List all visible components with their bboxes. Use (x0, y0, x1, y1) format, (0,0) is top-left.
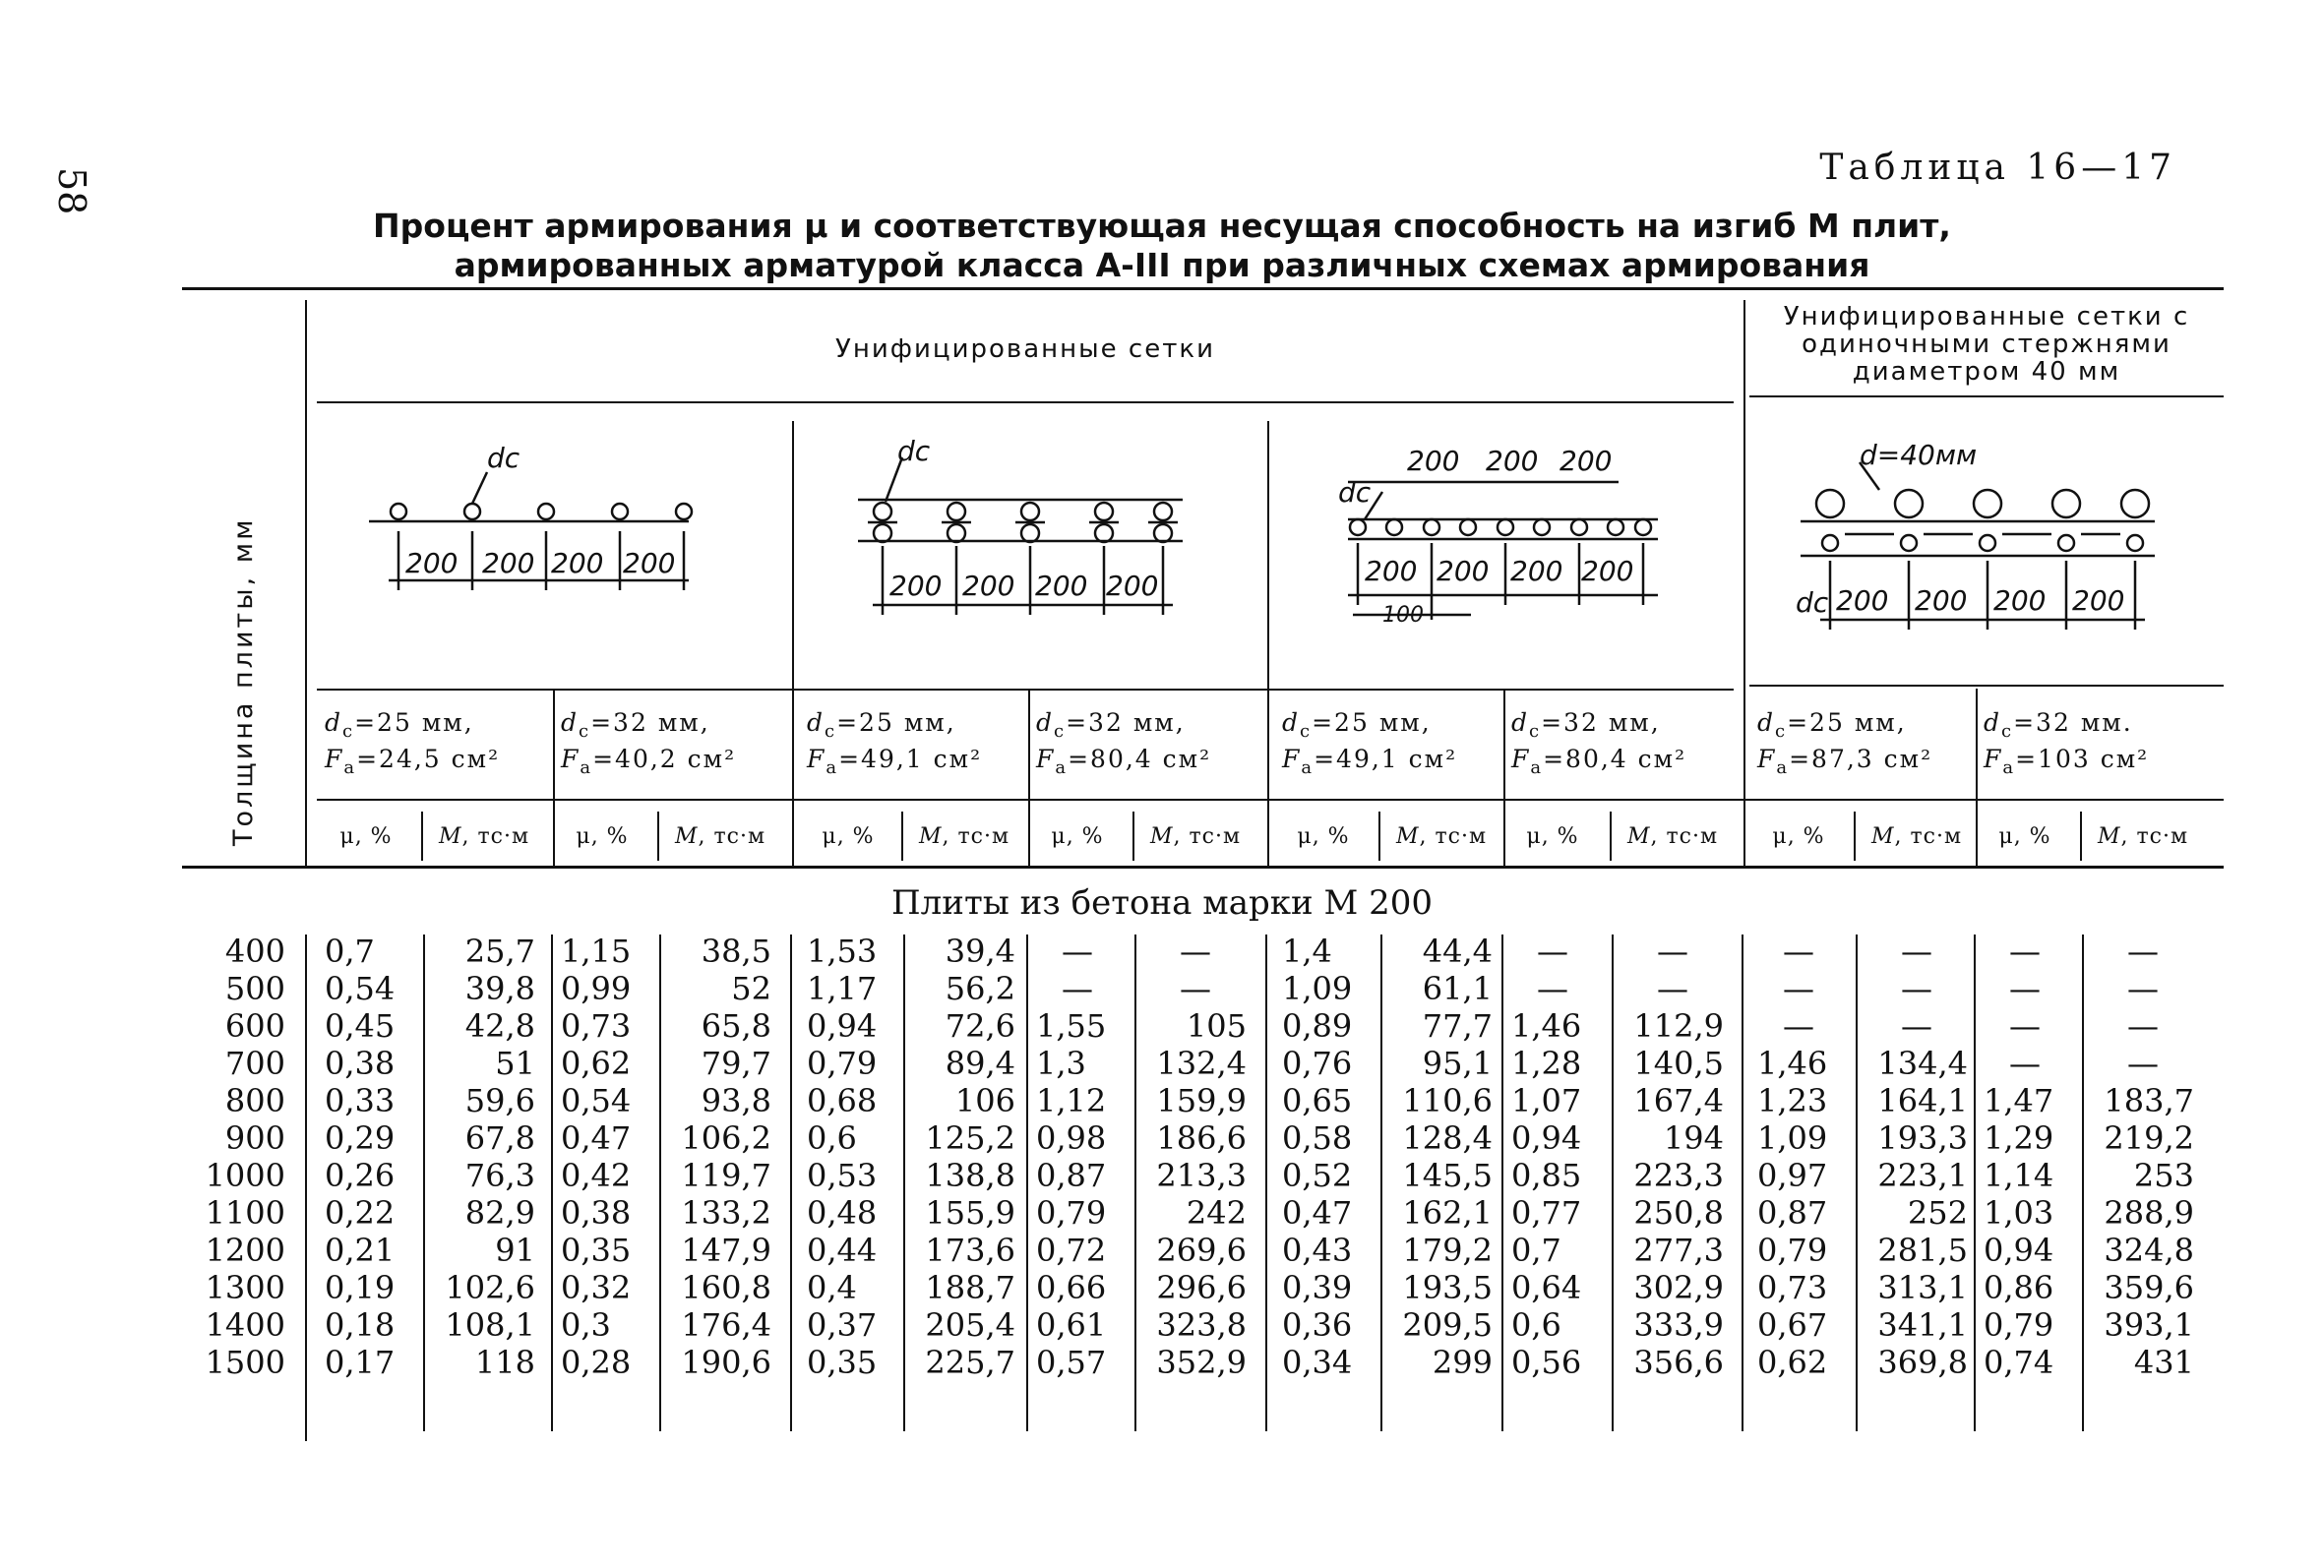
cell-mu: 0,85 (1511, 1157, 1582, 1194)
group-divider (1743, 300, 1745, 866)
cell-M: 39,8 (464, 970, 535, 1007)
cell-mu: 0,61 (1036, 1306, 1107, 1344)
cell-mu: 0,47 (1282, 1194, 1353, 1232)
unit-divider (657, 812, 659, 861)
diagram-rule-2 (1749, 685, 2224, 687)
param-cell: $d_с=25$ мм, $F_а=49,1$ см² (807, 708, 983, 778)
scheme2-spacing: 200 (1035, 570, 1088, 602)
cell-M: — (2127, 970, 2159, 1007)
cell-M: 76,3 (464, 1157, 535, 1194)
scheme3-spacing: 200 (1365, 555, 1418, 587)
row-thickness: 1100 (205, 1194, 285, 1232)
scheme4-d-label: d=40мм (1860, 439, 1978, 471)
cell-M: 219,2 (2104, 1119, 2194, 1157)
cell-mu: — (1783, 970, 1814, 1007)
cell-mu: 0,79 (807, 1045, 878, 1082)
body-column-divider (1501, 935, 1503, 1431)
cell-M: 112,9 (1633, 1007, 1724, 1045)
cell-M: 147,9 (681, 1232, 771, 1269)
cell-mu: 0,19 (325, 1269, 396, 1306)
cell-mu: 0,79 (1984, 1306, 2054, 1344)
cell-M: 106,2 (681, 1119, 771, 1157)
unit-mu: μ, % (339, 824, 393, 849)
unit-mu: μ, % (1526, 824, 1579, 849)
cell-M: 431 (2133, 1344, 2194, 1381)
section-title: Плиты из бетона марки М 200 (891, 883, 1433, 923)
cell-mu: 1,14 (1984, 1157, 2054, 1194)
cell-mu: 0,73 (561, 1007, 632, 1045)
param-rule (317, 799, 2224, 801)
cell-M: — (2127, 933, 2159, 970)
cell-M: 102,6 (445, 1269, 535, 1306)
cell-mu: 0,3 (561, 1306, 611, 1344)
cell-mu: 0,79 (1036, 1194, 1107, 1232)
cell-M: 176,4 (681, 1306, 771, 1344)
unit-M: M, тс·м (2097, 824, 2189, 849)
scheme-diagram-1 (325, 433, 787, 610)
row-thickness: 600 (224, 1007, 285, 1045)
cell-M: — (1180, 970, 1211, 1007)
cell-mu: 1,17 (807, 970, 878, 1007)
cell-mu: 0,68 (807, 1082, 878, 1119)
row-thickness: 500 (224, 970, 285, 1007)
cell-M: 95,1 (1422, 1045, 1493, 1082)
cell-M: 194 (1663, 1119, 1724, 1157)
cell-mu: 0,47 (561, 1119, 632, 1157)
unit-divider (2080, 812, 2082, 861)
cell-mu: 1,09 (1282, 970, 1353, 1007)
cell-M: 281,5 (1877, 1232, 1968, 1269)
cell-M: 302,9 (1633, 1269, 1724, 1306)
cell-M: — (1657, 970, 1688, 1007)
table-number: Таблица 16—17 (1819, 148, 2176, 188)
cell-mu: 0,89 (1282, 1007, 1353, 1045)
cell-M: 67,8 (464, 1119, 535, 1157)
cell-M: 155,9 (925, 1194, 1015, 1232)
cell-mu: 0,37 (807, 1306, 878, 1344)
unit-mu: μ, % (1051, 824, 1104, 849)
scheme4-dc-label: dс (1796, 586, 1829, 619)
cell-M: 209,5 (1402, 1306, 1493, 1344)
cell-mu: 1,47 (1984, 1082, 2054, 1119)
cell-M: 393,1 (2104, 1306, 2194, 1344)
unit-M: M, тс·м (1626, 824, 1719, 849)
cell-M: 59,6 (464, 1082, 535, 1119)
unit-divider (1132, 812, 1134, 861)
cell-M: 205,4 (925, 1306, 1015, 1344)
cell-mu: 0,65 (1282, 1082, 1353, 1119)
cell-mu: 0,74 (1984, 1344, 2054, 1381)
cell-M: 299 (1432, 1344, 1493, 1381)
axis-column-divider (305, 300, 307, 866)
scheme3-dc-label: dс (1338, 476, 1372, 509)
cell-mu: 1,03 (1984, 1194, 2054, 1232)
cell-mu: — (2009, 970, 2041, 1007)
row-thickness: 1300 (205, 1269, 285, 1306)
scheme3-spacing: 200 (1486, 445, 1539, 477)
row-thickness: 400 (224, 933, 285, 970)
diagram-rule (317, 689, 1734, 691)
cell-M: 56,2 (945, 970, 1015, 1007)
cell-mu: — (2009, 1045, 2041, 1082)
scheme1-spacing: 200 (623, 547, 676, 579)
scheme1-dc-label: dс (487, 442, 520, 474)
page-number: 58 (50, 167, 93, 215)
cell-M: 140,5 (1633, 1045, 1724, 1082)
row-thickness: 1200 (205, 1232, 285, 1269)
cell-mu: 0,22 (325, 1194, 396, 1232)
cell-mu: 1,28 (1511, 1045, 1582, 1082)
scheme4-spacing: 200 (2072, 584, 2125, 617)
group2-rule (1749, 395, 2224, 397)
cell-mu: 1,15 (561, 933, 632, 970)
cell-M: — (1901, 933, 1932, 970)
body-column-divider (1742, 935, 1743, 1431)
cell-mu: 1,3 (1036, 1045, 1086, 1082)
cell-mu: 0,56 (1511, 1344, 1582, 1381)
scheme3-offset: 100 (1382, 603, 1424, 628)
scheme3-spacing: 200 (1581, 555, 1634, 587)
cell-mu: 1,4 (1282, 933, 1332, 970)
cell-M: 44,4 (1422, 933, 1493, 970)
cell-M: 79,7 (701, 1045, 771, 1082)
scheme-diagram-2 (799, 433, 1261, 630)
cell-mu: 0,6 (807, 1119, 857, 1157)
cell-M: 51 (495, 1045, 535, 1082)
cell-M: 253 (2133, 1157, 2194, 1194)
unit-M: M, тс·м (1870, 824, 1963, 849)
cell-M: 110,6 (1402, 1082, 1493, 1119)
cell-mu: 0,54 (561, 1082, 632, 1119)
cell-mu: 0,52 (1282, 1157, 1353, 1194)
cell-M: 313,1 (1877, 1269, 1968, 1306)
cell-M: 138,8 (925, 1157, 1015, 1194)
unit-mu: μ, % (1998, 824, 2051, 849)
cell-mu: 0,35 (807, 1344, 878, 1381)
scheme4-spacing: 200 (1915, 584, 1968, 617)
cell-mu: — (1783, 1007, 1814, 1045)
body-column-divider (1026, 935, 1028, 1431)
cell-M: 91 (495, 1232, 535, 1269)
scheme3-spacing: 200 (1407, 445, 1460, 477)
cell-M: 125,2 (925, 1119, 1015, 1157)
cell-M: 42,8 (464, 1007, 535, 1045)
cell-mu: 1,46 (1757, 1045, 1828, 1082)
unit-M: M, тс·м (438, 824, 530, 849)
cell-mu: 0,64 (1511, 1269, 1582, 1306)
cell-M: 132,4 (1156, 1045, 1247, 1082)
cell-M: 213,3 (1156, 1157, 1247, 1194)
scheme1-spacing: 200 (551, 547, 604, 579)
cell-mu: 0,26 (325, 1157, 396, 1194)
scheme4-spacing: 200 (1836, 584, 1889, 617)
cell-mu: 0,18 (325, 1306, 396, 1344)
cell-M: 93,8 (701, 1082, 771, 1119)
cell-M: 38,5 (701, 933, 771, 970)
scheme2-spacing: 200 (889, 570, 943, 602)
scheme1-spacing: 200 (405, 547, 459, 579)
table-title-line2: армированных арматурой класса А-III при различных схемах армирования (454, 246, 1870, 284)
cell-M: — (1180, 933, 1211, 970)
cell-mu: 0,58 (1282, 1119, 1353, 1157)
param-cell: $d_с=32$ мм, $F_а=80,4$ см² (1511, 708, 1687, 778)
cell-mu: 0,32 (561, 1269, 632, 1306)
cell-M: 108,1 (445, 1306, 535, 1344)
cell-M: 145,5 (1402, 1157, 1493, 1194)
cell-mu: 0,48 (807, 1194, 878, 1232)
cell-mu: 0,54 (325, 970, 396, 1007)
cell-mu: — (2009, 1007, 2041, 1045)
cell-M: 167,4 (1633, 1082, 1724, 1119)
cell-M: 324,8 (2104, 1232, 2194, 1269)
cell-mu: 0,94 (1511, 1119, 1582, 1157)
cell-mu: 0,38 (325, 1045, 396, 1082)
cell-M: 133,2 (681, 1194, 771, 1232)
row-thickness: 800 (224, 1082, 285, 1119)
cell-M: — (1901, 1007, 1932, 1045)
unit-M: M, тс·м (674, 824, 766, 849)
cell-M: 277,3 (1633, 1232, 1724, 1269)
scheme2-dc-label: dс (897, 435, 931, 467)
cell-mu: 0,34 (1282, 1344, 1353, 1381)
cell-M: 39,4 (945, 933, 1015, 970)
cell-mu: 1,23 (1757, 1082, 1828, 1119)
cell-mu: 0,45 (325, 1007, 396, 1045)
cell-mu: 0,62 (1757, 1344, 1828, 1381)
cell-M: 193,5 (1402, 1269, 1493, 1306)
cell-M: 118 (474, 1344, 535, 1381)
scheme3-spacing: 200 (1510, 555, 1563, 587)
cell-M: 89,4 (945, 1045, 1015, 1082)
cell-M: — (1657, 933, 1688, 970)
cell-mu: — (2009, 933, 2041, 970)
param-cell: $d_с=32$ мм, $F_а=40,2$ см² (561, 708, 737, 778)
cell-M: 82,9 (464, 1194, 535, 1232)
cell-M: 250,8 (1633, 1194, 1724, 1232)
axis-column-divider-body (305, 935, 307, 1441)
group2-header-line3: диаметром 40 мм (1852, 357, 2121, 387)
cell-mu: 0,73 (1757, 1269, 1828, 1306)
scheme1-spacing: 200 (482, 547, 535, 579)
cell-M: 52 (731, 970, 771, 1007)
unit-divider (901, 812, 903, 861)
cell-M: 356,6 (1633, 1344, 1724, 1381)
cell-M: 323,8 (1156, 1306, 1247, 1344)
cell-mu: 0,29 (325, 1119, 396, 1157)
cell-mu: 0,66 (1036, 1269, 1107, 1306)
cell-mu: 0,97 (1757, 1157, 1828, 1194)
cell-mu: 0,94 (1984, 1232, 2054, 1269)
cell-M: 105 (1186, 1007, 1247, 1045)
cell-M: 188,7 (925, 1269, 1015, 1306)
cell-M: 223,1 (1877, 1157, 1968, 1194)
param-cell: $d_с=25$ мм, $F_а=49,1$ см² (1282, 708, 1458, 778)
cell-M: 119,7 (681, 1157, 771, 1194)
row-thickness: 1500 (205, 1344, 285, 1381)
cell-mu: — (1537, 970, 1568, 1007)
scheme3-spacing: 200 (1560, 445, 1613, 477)
cell-M: 190,6 (681, 1344, 771, 1381)
cell-mu: 1,12 (1036, 1082, 1107, 1119)
cell-mu: — (1783, 933, 1814, 970)
row-axis-label: Толщина плиты, мм (228, 516, 259, 846)
row-thickness: 700 (224, 1045, 285, 1082)
cell-mu: 0,79 (1757, 1232, 1828, 1269)
cell-mu: 0,39 (1282, 1269, 1353, 1306)
unit-mu: μ, % (576, 824, 629, 849)
cell-M: 173,6 (925, 1232, 1015, 1269)
cell-M: 65,8 (701, 1007, 771, 1045)
group2-header-line1: Унифицированные сетки с (1783, 302, 2190, 332)
unit-M: M, тс·м (918, 824, 1010, 849)
cell-M: 341,1 (1877, 1306, 1968, 1344)
cell-M: — (1901, 970, 1932, 1007)
cell-M: 225,7 (925, 1344, 1015, 1381)
cell-mu: 0,33 (325, 1082, 396, 1119)
cell-mu: 0,53 (807, 1157, 878, 1194)
cell-M: 128,4 (1402, 1119, 1493, 1157)
unit-mu: μ, % (1772, 824, 1825, 849)
cell-M: 186,6 (1156, 1119, 1247, 1157)
cell-M: 333,9 (1633, 1306, 1724, 1344)
table-title-line1: Процент армирования μ и соответствующая несущая способность на изгиб M плит, (373, 207, 1951, 245)
cell-mu: 0,67 (1757, 1306, 1828, 1344)
body-column-divider (1265, 935, 1267, 1431)
cell-mu: — (1537, 933, 1568, 970)
cell-M: 162,1 (1402, 1194, 1493, 1232)
scheme2-spacing: 200 (962, 570, 1015, 602)
cell-mu: 0,21 (325, 1232, 396, 1269)
cell-mu: 1,09 (1757, 1119, 1828, 1157)
cell-M: 61,1 (1422, 970, 1493, 1007)
cell-mu: 0,38 (561, 1194, 632, 1232)
cell-mu: 0,72 (1036, 1232, 1107, 1269)
cell-M: 164,1 (1877, 1082, 1968, 1119)
param-cell: $d_с=25$ мм, $F_а=24,5$ см² (325, 708, 501, 778)
param-cell: $d_с=32$ мм. $F_а=103$ см² (1984, 708, 2150, 778)
cell-mu: 0,6 (1511, 1306, 1561, 1344)
cell-mu: 0,94 (807, 1007, 878, 1045)
scheme2-spacing: 200 (1106, 570, 1159, 602)
cell-mu: 0,28 (561, 1344, 632, 1381)
body-column-divider (551, 935, 553, 1431)
cell-mu: 1,29 (1984, 1119, 2054, 1157)
body-column-divider (790, 935, 792, 1431)
cell-mu: 0,4 (807, 1269, 857, 1306)
cell-mu: 0,86 (1984, 1269, 2054, 1306)
scheme-diagram-4 (1751, 433, 2219, 639)
cell-mu: 0,87 (1036, 1157, 1107, 1194)
cell-mu: 1,07 (1511, 1082, 1582, 1119)
cell-mu: 0,62 (561, 1045, 632, 1082)
group1-header: Унифицированные сетки (835, 334, 1215, 364)
cell-mu: 0,42 (561, 1157, 632, 1194)
cell-M: 106 (954, 1082, 1015, 1119)
unit-divider (1854, 812, 1856, 861)
cell-M: 25,7 (464, 933, 535, 970)
cell-mu: 0,99 (561, 970, 632, 1007)
cell-mu: 1,53 (807, 933, 878, 970)
unit-divider (1610, 812, 1612, 861)
unit-mu: μ, % (1297, 824, 1350, 849)
row-thickness: 1000 (205, 1157, 285, 1194)
cell-mu: 0,7 (1511, 1232, 1561, 1269)
cell-M: 193,3 (1877, 1119, 1968, 1157)
row-thickness: 1400 (205, 1306, 285, 1344)
cell-mu: 0,57 (1036, 1344, 1107, 1381)
cell-mu: 0,43 (1282, 1232, 1353, 1269)
group2-header-line2: одиночными стержнями (1802, 330, 2171, 359)
body-column-divider (1974, 935, 1976, 1431)
table-header-rule (182, 866, 2224, 869)
cell-mu: 0,7 (325, 933, 375, 970)
cell-mu: — (1062, 970, 1093, 1007)
cell-mu: 0,35 (561, 1232, 632, 1269)
row-thickness: 900 (224, 1119, 285, 1157)
cell-mu: 1,46 (1511, 1007, 1582, 1045)
cell-mu: 0,44 (807, 1232, 878, 1269)
cell-M: 269,6 (1156, 1232, 1247, 1269)
table-top-rule (182, 287, 2224, 290)
cell-M: 369,8 (1877, 1344, 1968, 1381)
cell-M: 160,8 (681, 1269, 771, 1306)
cell-M: 296,6 (1156, 1269, 1247, 1306)
cell-M: 242 (1186, 1194, 1247, 1232)
cell-M: 288,9 (2104, 1194, 2194, 1232)
unit-divider (421, 812, 423, 861)
scheme4-spacing: 200 (1993, 584, 2047, 617)
cell-mu: 0,87 (1757, 1194, 1828, 1232)
scheme-diagram-3 (1274, 433, 1737, 639)
unit-M: M, тс·м (1395, 824, 1488, 849)
unit-M: M, тс·м (1149, 824, 1242, 849)
cell-M: 352,9 (1156, 1344, 1247, 1381)
cell-mu: 1,55 (1036, 1007, 1107, 1045)
cell-M: 252 (1907, 1194, 1968, 1232)
cell-mu: — (1062, 933, 1093, 970)
scheme3-spacing: 200 (1437, 555, 1490, 587)
cell-mu: 0,36 (1282, 1306, 1353, 1344)
param-cell: $d_с=32$ мм, $F_а=80,4$ см² (1036, 708, 1212, 778)
cell-M: 77,7 (1422, 1007, 1493, 1045)
unit-divider (1378, 812, 1380, 861)
param-cell: $d_с=25$ мм, $F_а=87,3$ см² (1757, 708, 1933, 778)
cell-mu: 0,17 (325, 1344, 396, 1381)
cell-M: 359,6 (2104, 1269, 2194, 1306)
cell-M: — (2127, 1045, 2159, 1082)
cell-mu: 0,77 (1511, 1194, 1582, 1232)
cell-mu: 0,76 (1282, 1045, 1353, 1082)
group1-rule (317, 401, 1734, 403)
cell-M: 183,7 (2104, 1082, 2194, 1119)
cell-mu: 0,98 (1036, 1119, 1107, 1157)
cell-M: — (2127, 1007, 2159, 1045)
cell-M: 223,3 (1633, 1157, 1724, 1194)
unit-mu: μ, % (822, 824, 875, 849)
cell-M: 179,2 (1402, 1232, 1493, 1269)
cell-M: 134,4 (1877, 1045, 1968, 1082)
cell-M: 72,6 (945, 1007, 1015, 1045)
cell-M: 159,9 (1156, 1082, 1247, 1119)
